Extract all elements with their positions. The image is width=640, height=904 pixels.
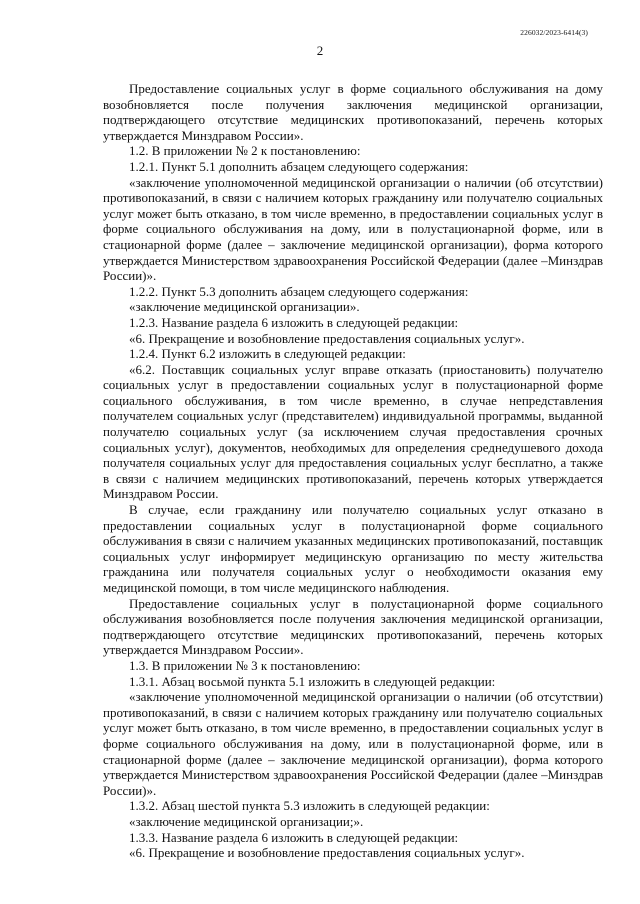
paragraph: «заключение медицинской организации».: [129, 299, 360, 315]
paragraph: 1.2.1. Пункт 5.1 дополнить абзацем следующего содержания:: [129, 158, 469, 174]
paragraph: 1.3.1. Абзац восьмой пункта 5.1 изложить в следующей редакции:: [129, 673, 496, 689]
paragraph: Предоставление социальных услуг в полустационарной форме социального обслуживания возобновляется после получения заключения медицинской организации, подтверждающего отсутствие медицинских противопоказаний, перечень которых утверждается Минздравом России».: [103, 595, 603, 658]
paragraph: «заключение медицинской организации;».: [129, 813, 364, 829]
document-body: [103, 81, 603, 861]
paragraph: «6.2. Поставщик социальных услуг вправе отказать (приостановить) получателю социальных услуг в предоставлении социальных услуг в полустационарной форме социального обслуживания, в том числе временно, в случае непредставления получателем социальных услуг (представителем) индивидуальной программы, выданной получателю социальных услуг (за исключением случая предоставления срочных социальных услуг), документов, необходимых для определения среднедушевого дохода получателя социальных услуг для предоставления социальных услуг бесплатно, а также в связи с наличием медицинских противопоказаний, перечень которых утверждается Минздравом России.: [103, 361, 603, 502]
paragraph: «заключение уполномоченной медицинской организации о наличии (об отсутствии) противопоказаний, в связи с наличием которых гражданину или получателю социальных услуг может быть отказано, в том числе временно, в предоставлении социальных услуг в форме социального обслуживания на дому, или в полустационарной форме, или в стационарной форме (далее – заключение медицинской организации), форма которого утверждается Министерством здравоохранения Российской Федерации (далее –Минздрав России)».: [103, 174, 603, 284]
paragraph: 1.2. В приложении № 2 к постановлению:: [129, 143, 361, 159]
paragraph: Предоставление социальных услуг в форме социального обслуживания на дому возобновляется после получения заключения медицинской организации, подтверждающего отсутствие медицинских противопоказаний, перечень которых утверждается Минздравом России».: [103, 81, 603, 143]
page-number: 2: [316, 43, 324, 58]
paragraph: В случае, если гражданину или получателю социальных услуг отказано в предоставлении социальных услуг в полустационарной форме социального обслуживания в связи с наличием указанных медицинских противопоказаний, поставщик социальных услуг информирует медицинскую организацию по месту жительства гражданина или получателя социальных услуг о необходимости оказания ему медицинской помощи, в том числе медицинского наблюдения.: [103, 502, 603, 595]
paragraph: «заключение уполномоченной медицинской организации о наличии (об отсутствии) противопоказаний, в связи с наличием которых гражданину или получателю социальных услуг может быть отказано, в том числе временно, в предоставлении социальных услуг в форме социального обслуживания на дому, или в полустационарной форме, или в стационарной форме (далее – заключение медицинской организации), форма которого утверждается Министерством здравоохранения Российской Федерации (далее –Минздрав России)».: [103, 689, 603, 798]
document-registration-number: 226032/2023-6414(3): [520, 28, 588, 37]
paragraph: 1.2.3. Название раздела 6 изложить в следующей редакции:: [129, 314, 459, 330]
paragraph: 1.3. В приложении № 3 к постановлению:: [129, 657, 361, 673]
paragraph: 1.3.2. Абзац шестой пункта 5.3 изложить в следующей редакции:: [129, 798, 490, 814]
paragraph: «6. Прекращение и возобновление предоставления социальных услуг».: [129, 330, 525, 346]
paragraph: 1.3.3. Название раздела 6 изложить в следующей редакции:: [129, 829, 459, 845]
paragraph: «6. Прекращение и возобновление предоставления социальных услуг».: [129, 845, 525, 861]
paragraph: 1.2.4. Пункт 6.2 изложить в следующей редакции:: [129, 346, 406, 362]
paragraph: 1.2.2. Пункт 5.3 дополнить абзацем следующего содержания:: [129, 283, 469, 299]
